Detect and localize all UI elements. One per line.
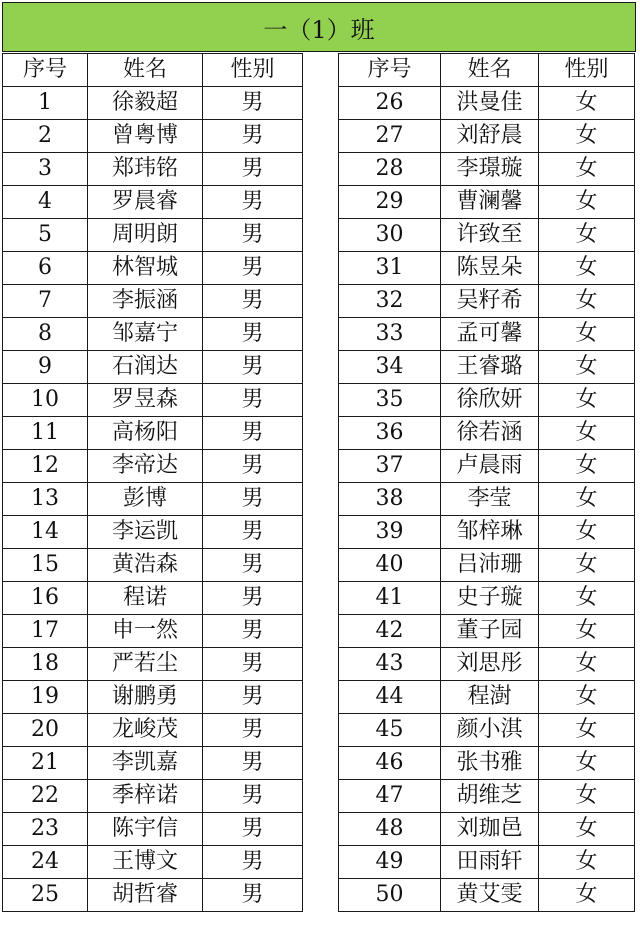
student-name: 徐毅超	[88, 87, 203, 120]
header-name: 姓名	[88, 54, 203, 87]
student-number: 36	[339, 417, 441, 450]
header-row	[339, 54, 635, 87]
table-row	[3, 681, 303, 714]
student-number: 24	[3, 846, 88, 879]
table-row	[3, 648, 303, 681]
student-gender: 女	[539, 813, 635, 846]
student-gender: 女	[539, 318, 635, 351]
table-row	[339, 747, 635, 780]
student-number: 31	[339, 252, 441, 285]
student-name: 郑玮铭	[88, 153, 203, 186]
student-number: 8	[3, 318, 88, 351]
student-name: 黄艾雯	[441, 879, 539, 912]
table-row	[339, 483, 635, 516]
student-gender: 男	[203, 879, 303, 912]
student-number: 7	[3, 285, 88, 318]
table-row	[3, 384, 303, 417]
student-gender: 女	[539, 714, 635, 747]
student-name: 张书雅	[441, 747, 539, 780]
student-gender: 女	[539, 879, 635, 912]
table-row	[339, 120, 635, 153]
table-row	[339, 714, 635, 747]
student-gender: 男	[203, 681, 303, 714]
student-number: 22	[3, 780, 88, 813]
table-row	[3, 417, 303, 450]
table-row	[3, 780, 303, 813]
student-gender: 女	[539, 648, 635, 681]
student-gender: 男	[203, 582, 303, 615]
student-number: 34	[339, 351, 441, 384]
table-row	[3, 219, 303, 252]
student-gender: 男	[203, 351, 303, 384]
table-row	[339, 318, 635, 351]
table-row	[3, 879, 303, 912]
student-gender: 男	[203, 483, 303, 516]
table-row	[3, 615, 303, 648]
student-number: 19	[3, 681, 88, 714]
student-gender: 女	[539, 87, 635, 120]
table-row	[339, 384, 635, 417]
student-number: 16	[3, 582, 88, 615]
student-number: 38	[339, 483, 441, 516]
student-number: 44	[339, 681, 441, 714]
student-name: 龙峻茂	[88, 714, 203, 747]
table-row	[339, 846, 635, 879]
student-name: 邹嘉宁	[88, 318, 203, 351]
student-number: 9	[3, 351, 88, 384]
header-row	[3, 54, 303, 87]
student-name: 陈昱朵	[441, 252, 539, 285]
student-gender: 女	[539, 120, 635, 153]
header-gender: 性别	[203, 54, 303, 87]
student-name: 程澍	[441, 681, 539, 714]
student-gender: 男	[203, 516, 303, 549]
table-row	[3, 318, 303, 351]
student-name: 李凯嘉	[88, 747, 203, 780]
student-name: 石润达	[88, 351, 203, 384]
student-gender: 女	[539, 450, 635, 483]
table-row	[3, 714, 303, 747]
roster-table-left	[2, 53, 303, 912]
student-number: 37	[339, 450, 441, 483]
student-name: 史子璇	[441, 582, 539, 615]
student-name: 李莹	[441, 483, 539, 516]
table-row	[3, 252, 303, 285]
table-row	[3, 582, 303, 615]
student-name: 严若尘	[88, 648, 203, 681]
student-gender: 女	[539, 285, 635, 318]
table-row	[3, 87, 303, 120]
student-name: 申一然	[88, 615, 203, 648]
student-number: 10	[3, 384, 88, 417]
student-name: 林智城	[88, 252, 203, 285]
student-name: 陈宇信	[88, 813, 203, 846]
table-row	[339, 615, 635, 648]
student-number: 35	[339, 384, 441, 417]
student-number: 33	[339, 318, 441, 351]
student-number: 49	[339, 846, 441, 879]
table-row	[3, 813, 303, 846]
header-name: 姓名	[441, 54, 539, 87]
student-name: 孟可馨	[441, 318, 539, 351]
table-row	[3, 483, 303, 516]
student-gender: 男	[203, 714, 303, 747]
student-name: 吴籽希	[441, 285, 539, 318]
student-number: 4	[3, 186, 88, 219]
student-name: 胡哲睿	[88, 879, 203, 912]
student-gender: 男	[203, 219, 303, 252]
student-number: 20	[3, 714, 88, 747]
student-gender: 男	[203, 747, 303, 780]
student-gender: 男	[203, 252, 303, 285]
student-number: 13	[3, 483, 88, 516]
student-gender: 男	[203, 648, 303, 681]
table-row	[3, 153, 303, 186]
student-number: 45	[339, 714, 441, 747]
student-number: 11	[3, 417, 88, 450]
student-gender: 男	[203, 186, 303, 219]
student-name: 王博文	[88, 846, 203, 879]
student-gender: 女	[539, 153, 635, 186]
student-number: 3	[3, 153, 88, 186]
student-gender: 女	[539, 351, 635, 384]
student-name: 李振涵	[88, 285, 203, 318]
student-number: 21	[3, 747, 88, 780]
student-name: 胡维芝	[441, 780, 539, 813]
student-number: 14	[3, 516, 88, 549]
student-name: 刘舒晨	[441, 120, 539, 153]
student-name: 徐若涵	[441, 417, 539, 450]
student-name: 李运凯	[88, 516, 203, 549]
student-gender: 女	[539, 252, 635, 285]
student-gender: 男	[203, 780, 303, 813]
header-number: 序号	[339, 54, 441, 87]
table-row	[3, 450, 303, 483]
table-row	[339, 780, 635, 813]
student-number: 17	[3, 615, 88, 648]
table-row	[339, 285, 635, 318]
student-name: 董子园	[441, 615, 539, 648]
student-gender: 女	[539, 186, 635, 219]
student-name: 谢鹏勇	[88, 681, 203, 714]
student-gender: 男	[203, 120, 303, 153]
student-number: 43	[339, 648, 441, 681]
student-number: 46	[339, 747, 441, 780]
student-name: 程诺	[88, 582, 203, 615]
student-number: 26	[339, 87, 441, 120]
student-number: 40	[339, 549, 441, 582]
table-row	[339, 879, 635, 912]
table-row	[339, 681, 635, 714]
student-name: 王睿璐	[441, 351, 539, 384]
roster-table-right	[338, 53, 635, 912]
student-number: 27	[339, 120, 441, 153]
student-number: 47	[339, 780, 441, 813]
student-gender: 女	[539, 417, 635, 450]
table-row	[339, 813, 635, 846]
student-gender: 男	[203, 549, 303, 582]
student-name: 田雨轩	[441, 846, 539, 879]
table-row	[339, 351, 635, 384]
student-number: 15	[3, 549, 88, 582]
student-gender: 男	[203, 615, 303, 648]
student-number: 23	[3, 813, 88, 846]
student-number: 30	[339, 219, 441, 252]
student-name: 罗昱森	[88, 384, 203, 417]
table-row	[3, 120, 303, 153]
student-name: 罗晨睿	[88, 186, 203, 219]
table-row	[3, 186, 303, 219]
header-number: 序号	[3, 54, 88, 87]
student-gender: 女	[539, 615, 635, 648]
student-number: 32	[339, 285, 441, 318]
student-name: 颜小淇	[441, 714, 539, 747]
table-row	[3, 549, 303, 582]
student-gender: 男	[203, 450, 303, 483]
student-name: 吕沛珊	[441, 549, 539, 582]
header-gender: 性别	[539, 54, 635, 87]
student-gender: 女	[539, 846, 635, 879]
table-row	[339, 186, 635, 219]
student-gender: 女	[539, 219, 635, 252]
student-name: 许致至	[441, 219, 539, 252]
student-number: 29	[339, 186, 441, 219]
student-gender: 男	[203, 846, 303, 879]
student-name: 曹澜馨	[441, 186, 539, 219]
student-gender: 女	[539, 582, 635, 615]
table-row	[339, 549, 635, 582]
student-gender: 男	[203, 87, 303, 120]
student-number: 12	[3, 450, 88, 483]
table-row	[339, 252, 635, 285]
table-row	[339, 516, 635, 549]
table-row	[339, 582, 635, 615]
student-gender: 女	[539, 384, 635, 417]
table-row	[3, 285, 303, 318]
student-gender: 女	[539, 516, 635, 549]
student-number: 6	[3, 252, 88, 285]
student-number: 28	[339, 153, 441, 186]
student-number: 50	[339, 879, 441, 912]
student-number: 18	[3, 648, 88, 681]
student-name: 洪曼佳	[441, 87, 539, 120]
student-name: 李璟璇	[441, 153, 539, 186]
student-gender: 男	[203, 813, 303, 846]
student-number: 25	[3, 879, 88, 912]
student-number: 2	[3, 120, 88, 153]
student-name: 周明朗	[88, 219, 203, 252]
student-gender: 女	[539, 549, 635, 582]
student-number: 48	[339, 813, 441, 846]
student-name: 徐欣妍	[441, 384, 539, 417]
table-row	[339, 417, 635, 450]
student-name: 刘珈邑	[441, 813, 539, 846]
student-gender: 女	[539, 780, 635, 813]
table-row	[3, 846, 303, 879]
student-gender: 男	[203, 153, 303, 186]
table-row	[3, 516, 303, 549]
student-number: 42	[339, 615, 441, 648]
student-name: 李帝达	[88, 450, 203, 483]
table-row	[3, 747, 303, 780]
student-gender: 女	[539, 681, 635, 714]
student-name: 彭博	[88, 483, 203, 516]
student-name: 刘思彤	[441, 648, 539, 681]
table-row	[339, 153, 635, 186]
student-number: 39	[339, 516, 441, 549]
student-name: 黄浩森	[88, 549, 203, 582]
table-row	[339, 450, 635, 483]
student-name: 季梓诺	[88, 780, 203, 813]
student-gender: 男	[203, 285, 303, 318]
student-gender: 男	[203, 417, 303, 450]
student-gender: 男	[203, 384, 303, 417]
student-name: 曾粤博	[88, 120, 203, 153]
student-number: 41	[339, 582, 441, 615]
table-row	[339, 648, 635, 681]
student-gender: 女	[539, 483, 635, 516]
student-number: 5	[3, 219, 88, 252]
student-name: 卢晨雨	[441, 450, 539, 483]
student-gender: 女	[539, 747, 635, 780]
sheet-title: 一（1）班	[2, 2, 636, 52]
table-row	[339, 219, 635, 252]
student-number: 1	[3, 87, 88, 120]
student-name: 邹梓琳	[441, 516, 539, 549]
student-gender: 男	[203, 318, 303, 351]
table-row	[3, 351, 303, 384]
student-name: 高杨阳	[88, 417, 203, 450]
table-row	[339, 87, 635, 120]
